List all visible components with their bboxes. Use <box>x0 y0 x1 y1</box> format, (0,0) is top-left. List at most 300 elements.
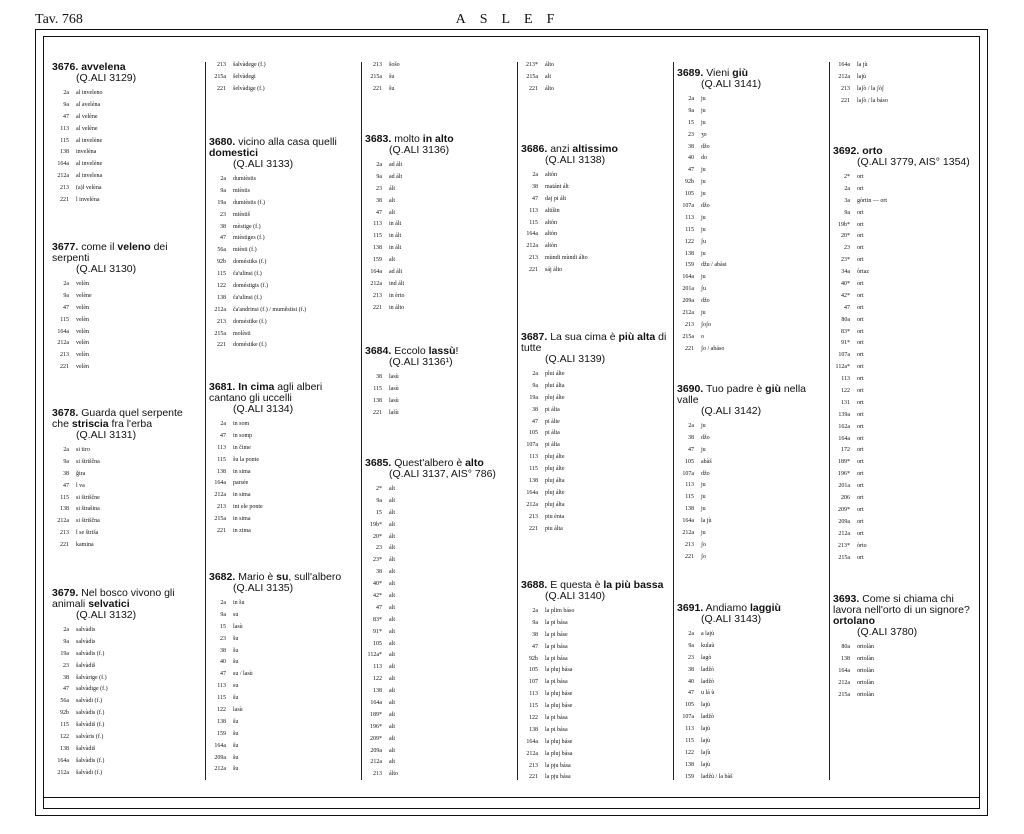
response-row <box>521 665 663 677</box>
response-row <box>833 517 970 529</box>
entry-text: anzi <box>550 143 573 155</box>
dialect-form: alt <box>389 759 395 766</box>
dialect-form: la pluj báse <box>545 691 573 698</box>
response-row <box>677 433 827 445</box>
locality-code: 115 <box>685 738 694 745</box>
response-row <box>521 241 618 253</box>
response-row <box>365 520 496 532</box>
locality-code: 159 <box>685 773 694 780</box>
response-row <box>52 112 136 124</box>
dialect-form: ort <box>857 257 864 264</box>
dialect-form: lajù <box>701 726 710 733</box>
locality-code: 213 <box>217 504 226 511</box>
locality-code: 221 <box>217 342 226 349</box>
dialect-form: laʃò / la ʃòʃ <box>857 85 884 92</box>
response-row <box>521 417 671 429</box>
entry-text: La sua cima è <box>550 331 619 343</box>
dialect-form: al inveleno <box>76 90 103 96</box>
dialect-form: velèn <box>76 352 89 359</box>
dialect-form: ort <box>857 185 864 192</box>
dialect-form: lasù <box>389 374 399 380</box>
locality-code: 209a <box>214 754 226 761</box>
response-row <box>833 60 888 72</box>
locality-code: 42* <box>841 292 850 299</box>
locality-code: 34a <box>841 269 850 276</box>
responses-list <box>209 60 266 96</box>
response-row <box>52 481 202 493</box>
dialect-form: al invelène <box>76 137 103 144</box>
response-row <box>833 350 970 362</box>
dialect-form: mièstiš <box>233 211 251 218</box>
dialect-form: daj pi ált <box>545 195 566 202</box>
locality-code: 83* <box>373 616 382 623</box>
response-row <box>677 106 761 118</box>
locality-code: 213 <box>529 513 538 520</box>
dialect-form: ált <box>389 557 395 564</box>
response-row <box>365 231 454 243</box>
locality-code: 138 <box>685 250 694 257</box>
locality-code: 131 <box>841 399 850 406</box>
locality-code: 122 <box>217 283 226 290</box>
dialect-form: l va <box>76 482 85 489</box>
locality-code: 9a <box>63 101 69 108</box>
dialect-form: (a)l velèna <box>76 185 102 192</box>
dialect-form: šu <box>389 85 395 92</box>
dialect-form: alt <box>389 486 395 492</box>
dialect-form: ort <box>857 245 864 252</box>
response-row <box>209 443 359 455</box>
locality-code: 105 <box>685 702 694 709</box>
locality-code: 209a <box>370 747 382 754</box>
locality-code: 23* <box>841 257 850 264</box>
headword: più alta <box>618 331 656 343</box>
response-row <box>677 189 761 201</box>
response-row <box>52 315 202 327</box>
entry-text: Eccolo <box>394 345 429 357</box>
entry-number: 3680. <box>209 136 236 148</box>
response-row <box>52 732 202 744</box>
dialect-form: o <box>701 333 704 340</box>
locality-code: 38 <box>532 631 538 638</box>
dialect-form: ju <box>701 214 706 221</box>
entry-title <box>365 134 454 156</box>
locality-code: 47 <box>532 418 538 425</box>
response-row <box>52 684 202 696</box>
dialect-form: ju <box>701 423 706 429</box>
entry-title <box>52 242 202 275</box>
locality-code: 212a <box>838 73 850 80</box>
response-row <box>521 689 663 701</box>
response-row <box>365 243 454 255</box>
locality-code: 221 <box>529 525 538 532</box>
locality-code: 2a <box>63 90 69 96</box>
locality-code: 115 <box>529 466 538 473</box>
response-row <box>677 736 781 748</box>
dialect-form: pluj álta <box>545 501 565 508</box>
locality-code: 9a <box>688 642 694 649</box>
dialect-form: la pju bása <box>545 762 571 769</box>
response-row <box>209 198 359 210</box>
response-row <box>209 431 359 443</box>
locality-code: 221 <box>217 85 226 92</box>
response-row <box>833 72 888 84</box>
dialect-form: ort <box>857 483 864 490</box>
dialect-form: ʒo <box>701 131 707 138</box>
locality-code: 107a <box>682 203 694 210</box>
dialect-form: ind ált <box>389 280 405 287</box>
dialect-form: ʃu <box>701 286 706 293</box>
locality-code: 164a <box>57 161 69 168</box>
locality-code: 212a <box>838 530 850 537</box>
locality-code: 212a <box>526 243 538 250</box>
entry-number: 3692. <box>833 145 860 157</box>
dialect-form: šu <box>233 742 239 749</box>
locality-code: 113 <box>217 683 226 690</box>
response-row <box>365 60 400 72</box>
locality-code: 138 <box>685 506 694 513</box>
locality-code: 9a <box>220 611 226 618</box>
dialect-form: ju <box>701 107 706 114</box>
dialect-form: šu <box>233 695 239 702</box>
responses-list <box>521 170 618 277</box>
locality-code: 212a <box>57 518 69 525</box>
entry-text: come il <box>81 241 118 253</box>
locality-code: 164a <box>838 62 850 68</box>
response-row <box>365 384 458 396</box>
dialect-form: in šu <box>233 600 245 606</box>
dialect-form: ort <box>857 399 864 406</box>
ali-reference: (Q.ALI 3142) <box>701 405 762 417</box>
response-row <box>521 229 618 241</box>
response-row <box>521 393 671 405</box>
locality-code: 138 <box>685 761 694 768</box>
locality-code: 38 <box>532 406 538 413</box>
headword: giù <box>732 67 749 79</box>
response-row <box>365 639 496 651</box>
ali-reference: (Q.ALI 3129) <box>76 72 137 84</box>
locality-code: 164a <box>214 742 226 749</box>
response-row <box>521 749 663 761</box>
response-row <box>209 669 341 681</box>
dialect-form: ʃo <box>701 553 706 560</box>
locality-code: 2a <box>688 631 694 637</box>
locality-code: 113 <box>685 214 694 221</box>
locality-code: 23 <box>376 545 382 552</box>
entry-title <box>52 62 136 84</box>
response-row <box>365 662 496 674</box>
locality-code: 115 <box>373 385 382 392</box>
locality-code: 19a <box>60 650 69 657</box>
response-row <box>833 410 970 422</box>
response-row <box>209 245 359 257</box>
dialect-form: šalvàdi (f.) <box>76 769 102 776</box>
dialect-form: salvàdis (f.) <box>76 650 105 657</box>
ali-reference: (Q.ALI 3143) <box>701 613 762 625</box>
locality-code: 9a <box>376 497 382 504</box>
response-row <box>365 603 496 615</box>
locality-code: 164a <box>57 328 69 335</box>
dialect-form: lajù <box>857 73 866 80</box>
dialect-form: velèn <box>76 328 89 335</box>
response-row <box>209 186 359 198</box>
responses-list <box>52 445 202 552</box>
dialect-form: ad ált <box>389 269 403 276</box>
response-row <box>677 748 781 760</box>
locality-code: 19b* <box>838 221 850 228</box>
dialect-form: su / lasù <box>233 671 253 678</box>
dialect-form: šu <box>233 647 239 654</box>
locality-code: 215a <box>526 73 538 80</box>
entry-title <box>833 146 970 168</box>
locality-code: 23 <box>376 185 382 192</box>
locality-code: 20* <box>373 533 382 540</box>
locality-code: 212a <box>682 530 694 537</box>
dialect-form: laǆò <box>701 678 714 685</box>
locality-code: 38 <box>688 434 694 441</box>
locality-code: 138 <box>217 718 226 725</box>
response-row <box>365 627 496 639</box>
response-row <box>365 72 400 84</box>
locality-code: 122 <box>60 734 69 741</box>
locality-code: 213* <box>526 62 538 68</box>
dialect-form: ort <box>857 174 864 180</box>
dialect-form: la pluj báse <box>545 738 573 745</box>
response-row <box>365 757 496 769</box>
response-row <box>52 338 202 350</box>
response-row <box>365 555 496 567</box>
response-row <box>833 231 970 243</box>
entry <box>365 134 454 315</box>
entry-text: Nel bosco vivono gli animali <box>52 587 175 610</box>
ali-reference: (Q.ALI 3135) <box>233 582 294 594</box>
dialect-form: ortolàn <box>857 655 874 662</box>
locality-code: 40* <box>373 581 382 588</box>
dialect-form: alt <box>389 257 395 264</box>
response-row <box>677 260 761 272</box>
locality-code: 213 <box>685 541 694 548</box>
response-row <box>677 118 761 130</box>
dialect-form: velèn <box>76 316 89 323</box>
response-row <box>677 296 761 308</box>
dialect-form: šalvàdiš (f.) <box>76 722 105 729</box>
locality-code: 113 <box>529 454 538 461</box>
locality-code: 212a <box>370 280 382 287</box>
locality-code: 212a <box>838 679 850 686</box>
locality-code: 19a <box>217 199 226 206</box>
locality-code: 115 <box>60 316 69 323</box>
dialect-form: la pi bása <box>545 726 568 733</box>
response-row <box>52 493 202 505</box>
responses-list <box>52 88 136 207</box>
dialect-form: in somp <box>233 432 253 439</box>
responses-list <box>52 625 202 780</box>
entry-title <box>521 580 663 602</box>
locality-code: 23* <box>373 557 382 564</box>
locality-code: 221 <box>685 553 694 560</box>
locality-code: 215a <box>214 73 226 80</box>
locality-code: 47 <box>220 235 226 242</box>
response-row <box>521 725 663 737</box>
locality-code: 221 <box>529 85 538 92</box>
response-row <box>365 543 496 555</box>
dialect-form: altòn <box>545 172 557 178</box>
locality-code: 164a <box>57 757 69 764</box>
dialect-form: pluj álte <box>545 466 565 473</box>
locality-code: 2a <box>688 423 694 429</box>
entry-number: 3677. <box>52 241 79 253</box>
locality-code: 164a <box>370 269 382 276</box>
response-row <box>521 772 663 784</box>
response-row <box>365 303 454 315</box>
dialect-form: ad ált <box>389 173 403 180</box>
response-row <box>677 724 781 736</box>
ali-reference: (Q.ALI 3133) <box>233 158 294 170</box>
column-divider <box>673 62 674 780</box>
dialect-form: alt <box>389 593 395 600</box>
locality-code: 107a <box>838 352 850 359</box>
locality-code: 38 <box>688 666 694 673</box>
responses-list <box>677 94 761 356</box>
dialect-form: ǆu / abàsi <box>701 262 727 269</box>
dialect-form: in čime <box>233 444 251 451</box>
response-row <box>833 690 978 702</box>
dialect-form: la pju bása <box>545 774 571 781</box>
response-row <box>521 630 663 642</box>
response-row <box>677 677 781 689</box>
dialect-form: altíšin <box>545 207 560 214</box>
dialect-form: in ált <box>389 233 402 240</box>
plate-number: Tav. 768 <box>35 12 83 27</box>
dialect-form: šu <box>233 754 239 761</box>
response-row <box>52 100 136 112</box>
response-row <box>209 717 341 729</box>
locality-code: 209a <box>838 518 850 525</box>
locality-code: 47 <box>63 686 69 693</box>
dialect-form: šelvàdegi <box>233 73 256 80</box>
dialect-form: ort <box>857 530 864 537</box>
dialect-form: pi álta <box>545 442 560 449</box>
locality-code: 164a <box>370 700 382 707</box>
dialect-form: alt <box>389 604 395 611</box>
locality-code: 164a <box>526 738 538 745</box>
dialect-form: alt <box>389 581 395 588</box>
response-row <box>521 512 671 524</box>
response-row <box>521 464 671 476</box>
dialect-form: pi álta <box>545 406 560 413</box>
locality-code: 113 <box>373 221 382 228</box>
locality-code: 47 <box>63 304 69 311</box>
dialect-form: gòrtin — ort <box>857 197 887 204</box>
dialect-form: abàš <box>701 458 712 465</box>
dialect-form: ju <box>701 274 706 281</box>
entry-text: di tutte <box>521 331 667 354</box>
locality-code: 139a <box>838 411 850 418</box>
response-row <box>209 281 359 293</box>
entry-title <box>365 458 496 480</box>
locality-code: 91* <box>373 628 382 635</box>
responses-list <box>833 642 978 701</box>
dialect-form: al velène <box>76 125 98 132</box>
locality-code: 112a* <box>835 364 850 371</box>
response-row <box>521 476 671 488</box>
locality-code: 40 <box>688 678 694 685</box>
dialect-form: salvàdis <box>76 627 96 633</box>
locality-code: 47 <box>688 690 694 697</box>
ali-reference: (Q.ALI 3139) <box>545 353 606 365</box>
response-row <box>833 243 970 255</box>
ali-reference: (Q.ALI 3140) <box>545 590 606 602</box>
response-row <box>677 344 761 356</box>
dialect-form: plui álte <box>545 371 565 377</box>
dialect-form: ortolàn <box>857 679 874 686</box>
response-row <box>677 130 761 142</box>
dialect-form: ju <box>701 494 706 501</box>
locality-code: 47 <box>688 446 694 453</box>
response-row <box>209 174 359 186</box>
response-row <box>209 222 359 234</box>
entry <box>521 60 554 96</box>
dialect-form: ort <box>857 209 864 216</box>
ali-reference: (Q.ALI 3137, AIS° 786) <box>389 468 496 480</box>
locality-code: 115 <box>217 695 226 702</box>
dialect-form: laǆù / la bàš <box>701 773 733 780</box>
locality-code: 105 <box>373 640 382 647</box>
locality-code: 201a <box>838 483 850 490</box>
locality-code: 105 <box>685 458 694 465</box>
response-row <box>365 484 496 496</box>
dialect-form: ort <box>857 233 864 240</box>
dialect-form: šelvàdige (f.) <box>233 85 265 92</box>
dialect-form: doméstike (f.) <box>233 342 267 349</box>
locality-code: 3a <box>844 197 850 204</box>
dialect-form: ort <box>857 388 864 395</box>
entry-number: 3691. <box>677 602 704 614</box>
dialect-form: ort <box>857 495 864 502</box>
response-row <box>833 386 970 398</box>
response-row <box>833 434 970 446</box>
locality-code: 38 <box>376 569 382 576</box>
response-row <box>209 467 359 479</box>
entry-number: 3679. <box>52 587 79 599</box>
dialect-form: doméstigis (f.) <box>233 283 268 290</box>
dialect-form: la pi bása <box>545 619 568 626</box>
dialect-form: si tiro <box>76 447 90 453</box>
locality-code: 47 <box>688 167 694 174</box>
dialect-form: laǆò <box>701 666 714 673</box>
locality-code: 221 <box>60 364 69 371</box>
response-row <box>833 291 970 303</box>
response-row <box>521 170 618 182</box>
response-row <box>365 567 496 579</box>
locality-code: 115 <box>217 456 226 463</box>
dialect-form: alt <box>389 664 395 671</box>
response-row <box>209 455 359 467</box>
response-row <box>365 219 454 231</box>
dialect-form: lajù <box>701 702 710 709</box>
dialect-form: altòn <box>545 231 557 238</box>
dialect-form: ju <box>701 446 706 453</box>
locality-code: 113 <box>373 664 382 671</box>
locality-code: 138 <box>373 688 382 695</box>
locality-code: 221 <box>60 197 69 204</box>
dialect-form: alt <box>389 616 395 623</box>
locality-code: 23 <box>688 654 694 661</box>
locality-code: 47 <box>844 304 850 311</box>
column-divider <box>361 62 362 780</box>
locality-code: 212a <box>370 759 382 766</box>
dialect-form: si štriščne <box>76 494 100 501</box>
locality-code: 9a <box>63 292 69 299</box>
